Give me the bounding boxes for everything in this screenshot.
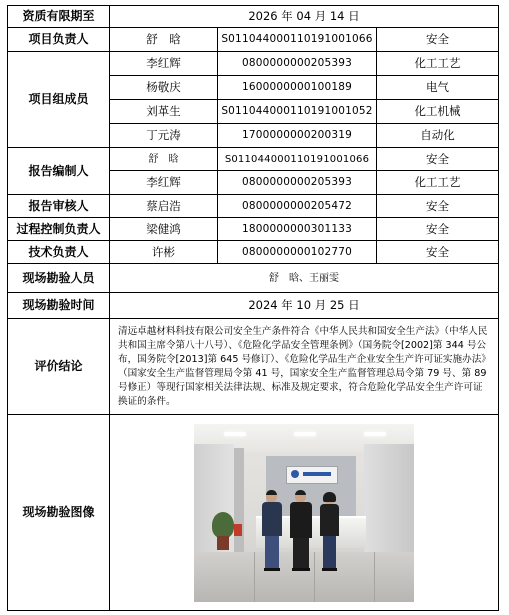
technical-lead-field: 安全 (377, 241, 499, 264)
member-cert: 0800000000205393 (218, 52, 377, 76)
site-photo (194, 424, 414, 602)
report-reviewer-label: 报告审核人 (8, 195, 110, 218)
member-field: 化工工艺 (377, 52, 499, 76)
member-field: 自动化 (377, 124, 499, 148)
member-name: 杨敬庆 (110, 76, 218, 100)
reviewer-cert: 0800000000205472 (218, 195, 377, 218)
report-authors-label: 报告编制人 (8, 148, 110, 195)
member-field: 电气 (377, 76, 499, 100)
project-lead-label: 项目负责人 (8, 28, 110, 52)
process-controller-name: 梁健鸿 (110, 218, 218, 241)
site-survey-staff-label: 现场勘验人员 (8, 264, 110, 293)
member-name: 刘革生 (110, 100, 218, 124)
company-logo-sign (286, 466, 338, 484)
project-lead-cert: S011044000110191001066 (218, 28, 377, 52)
project-members-label: 项目组成员 (8, 52, 110, 148)
member-cert: S011044000110191001052 (218, 100, 377, 124)
technical-lead-cert: 0800000000102770 (218, 241, 377, 264)
author-field: 化工工艺 (377, 171, 499, 195)
author-name: 李红辉 (110, 171, 218, 195)
author-cert: S011044000110191001066 (218, 148, 377, 171)
validity-value: 2026 年 04 月 14 日 (110, 6, 499, 28)
validity-label: 资质有限期至 (8, 6, 110, 28)
member-cert: 1700000000200319 (218, 124, 377, 148)
member-field: 化工机械 (377, 100, 499, 124)
report-info-table (7, 5, 499, 611)
member-name: 李红辉 (110, 52, 218, 76)
process-controller-label: 过程控制负责人 (8, 218, 110, 241)
author-field: 安全 (377, 148, 499, 171)
site-survey-staff-value: 舒 晗、王丽雯 (110, 264, 499, 293)
evaluation-text: 清远卓越材料科技有限公司安全生产条件符合《中华人民共和国安全生产法》（中华人民共和国主席令第八十八号）、《危险化学品安全管理条例》（国务院令[2002]第 344 号公布，国务院令[2013]第 645 号修订）、《危险化学品生产企业安全生产许可证实施办法》（国家安全生产监督管理局令第 41 号，国家安全生产监督管理总局令第 79 号、第 89 号修正）等现行国家相关法律法规、标准及规定要求，符合危险化学品安全生产许可证换证的条件。 (110, 319, 499, 415)
technical-lead-name: 许彬 (110, 241, 218, 264)
project-lead-field: 安全 (377, 28, 499, 52)
site-photo-label: 现场勘验图像 (8, 415, 110, 611)
project-lead-name: 舒 晗 (110, 28, 218, 52)
site-survey-time-value: 2024 年 10 月 25 日 (110, 293, 499, 319)
site-survey-time-label: 现场勘验时间 (8, 293, 110, 319)
site-photo-cell (110, 415, 499, 611)
evaluation-label: 评价结论 (8, 319, 110, 415)
process-controller-field: 安全 (377, 218, 499, 241)
author-name: 舒 晗 (110, 148, 218, 171)
author-cert: 0800000000205393 (218, 171, 377, 195)
process-controller-cert: 1800000000301133 (218, 218, 377, 241)
technical-lead-label: 技术负责人 (8, 241, 110, 264)
potted-plant (212, 512, 234, 552)
reviewer-name: 蔡启浩 (110, 195, 218, 218)
member-name: 丁元涛 (110, 124, 218, 148)
reviewer-field: 安全 (377, 195, 499, 218)
member-cert: 1600000000100189 (218, 76, 377, 100)
